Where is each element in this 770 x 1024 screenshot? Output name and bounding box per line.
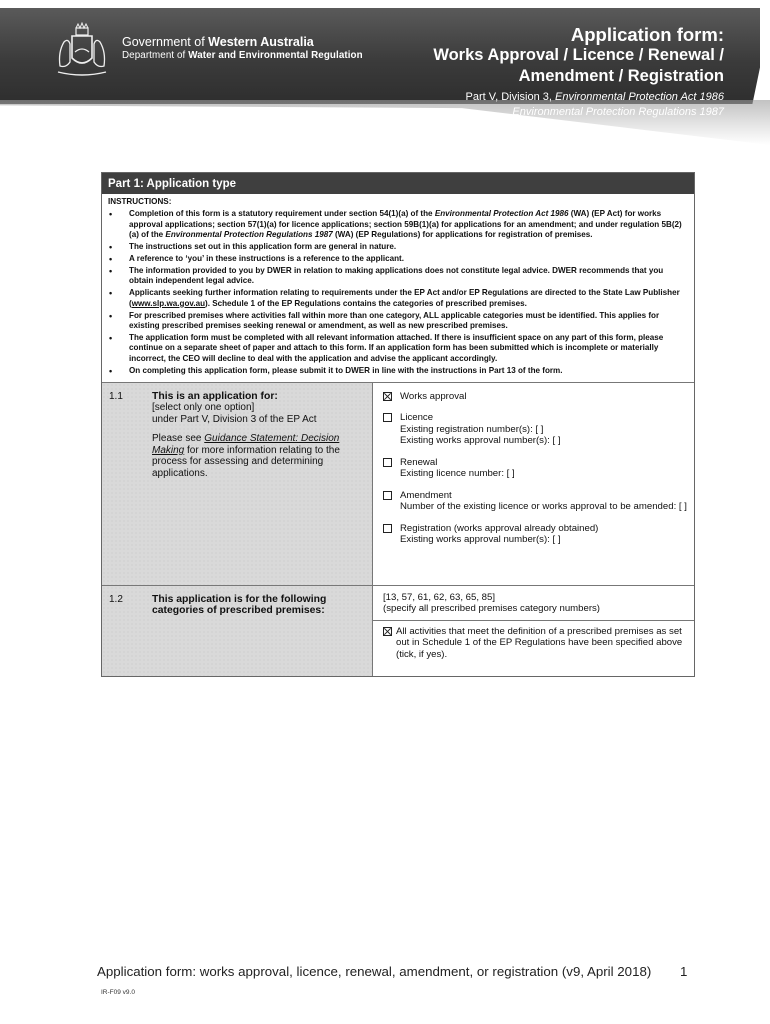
dept-name: Water and Environmental Regulation: [188, 50, 363, 61]
instruction-item: • The information provided to you by DWER in relation to making applications does not constitute legal advice. DWER recommends that you obtain independent legal advice.: [108, 266, 688, 287]
amendment-number-field[interactable]: Number of the existing licence or works approval to be amended: [ ]: [400, 501, 687, 512]
option-label: Amendment: [400, 489, 452, 501]
legislation-prefix: Part V, Division 3,: [465, 91, 552, 103]
question-1-1-options: [373, 383, 694, 585]
question-1-2-answer: [373, 586, 694, 676]
title-line-1: Application form:: [570, 24, 724, 45]
option-label: Registration (works approval already obtained): [400, 522, 599, 534]
guidance-note: Please see Guidance Statement: Decision Making for more information relating to the process for assessing and determining applications.: [152, 433, 340, 479]
footer-text: Application form: works approval, licence, renewal, amendment, or registration (v9, April 2018): [97, 964, 652, 979]
checkbox-confirm-categories[interactable]: [383, 627, 392, 636]
legislation-regs: Environmental Protection Regulations 1987: [512, 106, 724, 118]
instructions: [102, 194, 694, 383]
instructions-heading: INSTRUCTIONS:: [108, 197, 172, 206]
instruction-item: • A reference to ‘you’ in these instructions is a reference to the applicant.: [108, 254, 688, 264]
checkbox-licence[interactable]: [383, 413, 392, 422]
checkbox-amendment[interactable]: [383, 491, 392, 500]
question-1-1: [102, 383, 694, 586]
existing-licence-field[interactable]: Existing licence number: [ ]: [400, 468, 515, 479]
question-1-2-label-cell: [102, 586, 373, 676]
instruction-item: • The application form must be completed with all relevant information attached. If there is insufficient space on any part of this form, please continue on a separate sheet of paper and attach to this form. If an application form has been submitted which is incomplete or materially incorrect, the CEO will decline to deal with the application and advise the applicant accordingly.: [108, 333, 688, 364]
question-1-2: [102, 586, 694, 676]
checkbox-works-approval[interactable]: [383, 392, 392, 401]
option-label: Licence: [400, 412, 434, 423]
title-line-2: Works Approval / Licence / Renewal /: [433, 46, 724, 64]
instructions-list: [108, 209, 688, 376]
option-works-approval[interactable]: [383, 391, 688, 403]
gov-name: Western Australia: [208, 35, 314, 49]
question-heading: This is an application for:: [152, 390, 278, 402]
instruction-item: • On completing this application form, please submit it to DWER in line with the instructions in Part 13 of the form.: [108, 366, 688, 376]
option-renewal[interactable]: [383, 457, 688, 480]
question-1-1-label-cell: [102, 383, 373, 585]
wa-coat-of-arms-icon: [54, 22, 110, 80]
dept-prefix: Department of: [122, 50, 186, 61]
department-branding: [122, 35, 363, 62]
categories-hint: (specify all prescribed premises category numbers): [383, 603, 601, 614]
part-title: Part 1: Application type: [102, 173, 694, 194]
option-label: Renewal: [400, 456, 438, 468]
checkbox-registration[interactable]: [383, 524, 392, 533]
form-title: [433, 25, 724, 119]
registration-works-approval-field[interactable]: Existing works approval number(s): [ ]: [400, 534, 561, 545]
divider: [373, 620, 694, 621]
gov-prefix: Government of: [122, 35, 205, 49]
option-amendment[interactable]: [383, 490, 688, 513]
instruction-item: • For prescribed premises where activities fall within more than one category, ALL applicable categories must be identified. This applies for existing prescribed premises seeking renewal or amendment, as well as new prescribed premises.: [108, 311, 688, 332]
slp-link[interactable]: www.slp.wa.gov.au: [131, 298, 206, 308]
existing-registration-field[interactable]: Existing registration number(s): [ ]: [400, 423, 544, 435]
question-sub-2: under Part V, Division 3 of the EP Act: [152, 413, 317, 425]
confirm-text: All activities that meet the definition of a prescribed premises as set out in Schedule 1 of the EP Regulations have been specified above (tick, if yes).: [396, 625, 683, 660]
existing-works-approval-field[interactable]: Existing works approval number(s): [ ]: [400, 435, 561, 446]
title-line-3: Amendment / Registration: [518, 67, 724, 85]
application-form: [101, 172, 695, 677]
checkbox-renewal[interactable]: [383, 458, 392, 467]
question-heading: This application is for the following categories of prescribed premises:: [152, 593, 327, 616]
confirm-all-activities[interactable]: [383, 626, 688, 661]
legislation-line: [433, 90, 724, 105]
question-number: 1.1: [109, 390, 123, 402]
categories-field[interactable]: [13, 57, 61, 62, 63, 65, 85]: [383, 591, 496, 603]
instruction-item: • The instructions set out in this application form are general in nature.: [108, 242, 688, 252]
question-sub-1: [select only one option]: [152, 402, 255, 413]
instruction-item: • Completion of this form is a statutory requirement under section 54(1)(a) of the Environmental Protection Act 1986 (WA) (EP Act) for works approval applications; section 57(1)(a) for licence applications; section 59B(1)(a) for applications for an amendment; and under regulation 5B(2)(a) of the Environmental Protection Regulations 1987 (WA) (EP Regulations) for applications for registration of premises.: [108, 209, 688, 240]
option-label: Works approval: [400, 390, 467, 402]
option-registration[interactable]: [383, 523, 688, 546]
option-licence[interactable]: [383, 412, 688, 447]
page-number: 1: [680, 964, 688, 979]
form-code: IR-F09 v9.0: [101, 989, 135, 996]
question-number: 1.2: [109, 593, 123, 605]
instruction-item: • Applicants seeking further information relating to requirements under the EP Act and/or EP Regulations are directed to the State Law Publisher (www.slp.wa.gov.au). Schedule 1 of the EP Regulations contains the categories of prescribed premises.: [108, 288, 688, 309]
legislation-act: Environmental Protection Act 1986: [555, 91, 724, 103]
guidance-link[interactable]: Guidance Statement: Decision Making: [152, 433, 340, 456]
